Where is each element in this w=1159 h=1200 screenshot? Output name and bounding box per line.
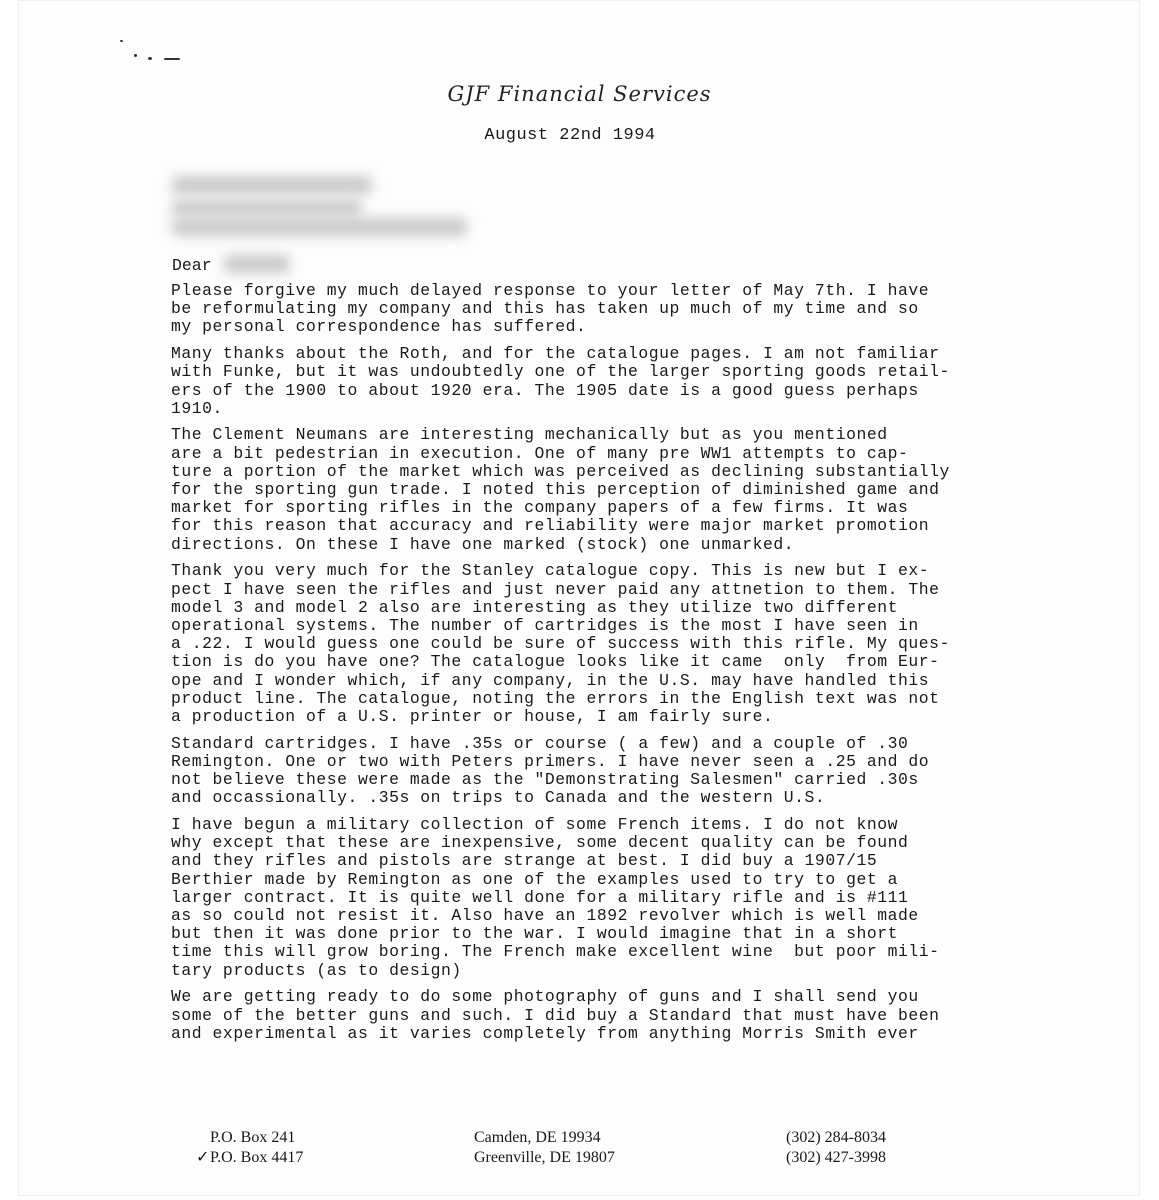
greeting [172,256,212,275]
paragraph [171,735,1011,808]
redacted-address-line-3 [172,218,467,236]
paragraph [171,816,1011,980]
text-line: some of the better guns and such. I did buy a Standard that must have been [171,1005,940,1025]
text-line: Remington. One or two with Peters primers. I have never seen a .25 and do [171,751,930,771]
text-line: operational systems. The number of cartridges is the most I have seen in [171,615,919,635]
text-line: Standard cartridges. I have .35s or course ( a few) and a couple of .30 [171,733,909,753]
letterhead-signature-logo [0,82,1159,106]
text-line: 1910. [171,398,223,418]
footer-phones [786,1128,886,1168]
text-line: ope and I wonder which, if any company, in the U.S. may have handled this [171,670,930,690]
text-line: model 3 and model 2 also are interesting as they utilize two different [171,597,899,617]
text-line: are a bit pedestrian in execution. One of many pre WW1 attempts to cap- [171,443,909,463]
text-line: but then it was done prior to the war. I would imagine that in a short [171,924,899,944]
text-line: Please forgive my much delayed response to your letter of May 7th. I have [171,281,930,300]
text-line: be reformulating my company and this has taken up much of my time and so [171,299,919,319]
text-line: and experimental as it varies completely from anything Morris Smith ever [171,1023,919,1043]
text-line: larger contract. It is quite well done for a military rifle and is #111 [171,887,909,907]
redacted-address-line-2 [172,200,362,216]
text-line: directions. On these I have one marked (stock) one unmarked. [171,534,795,554]
paragraph [171,345,1011,418]
redacted-recipient-name [224,255,290,273]
text-line: for the sporting gun trade. I noted this perception of diminished game and [171,480,940,500]
footer-city: Camden, DE 19934 [474,1129,601,1146]
text-line: market for sporting rifles in the company papers of a few firms. It was [171,498,909,518]
footer-po-box: P.O. Box 241 [210,1129,296,1146]
redacted-address-line-1 [172,176,372,194]
text-line: time this will grow boring. The French make excellent wine but poor mili- [171,942,940,962]
paragraph [171,282,1011,337]
text-line: and occassionally. .35s on trips to Canada and the western U.S. [171,788,826,808]
footer-city: Greenville, DE 19807 [474,1149,615,1166]
letterhead-name: GJF Financial Services [447,82,712,106]
handwritten-check-mark: ✓ [196,1149,210,1166]
paragraph [171,562,1011,726]
text-line: product line. The catalogue, noting the errors in the English text was not [171,688,940,708]
text-line: for this reason that accuracy and reliability were major market promotion [171,516,930,536]
text-line: why except that these are inexpensive, some decent quality can be found [171,833,909,853]
paragraph [171,426,1011,553]
letter-body [171,282,1011,1051]
footer-phone: (302) 284-8034 [786,1129,886,1146]
text-line: a .22. I would guess one could be sure of success with this rifle. My ques- [171,634,950,654]
text-line: ture a portion of the market which was perceived as declining substantially [171,461,950,481]
text-line: I have begun a military collection of some French items. I do not know [171,814,899,834]
text-line: pect I have seen the rifles and just never paid any attnetion to them. The [171,579,940,599]
footer-po-boxes [196,1128,304,1168]
text-line: not believe these were made as the "Demonstrating Salesmen" carried .30s [171,770,919,790]
text-line: tion is do you have one? The catalogue looks like it came only from Eur- [171,652,940,672]
footer-cities [474,1128,615,1168]
text-line: Thank you very much for the Stanley catalogue copy. This is new but I ex- [171,561,930,581]
text-line: a production of a U.S. printer or house, I am fairly sure. [171,706,774,726]
footer-po-box: P.O. Box 4417 [210,1149,304,1166]
letter-date: August 22nd 1994 [484,126,656,145]
text-line: with Funke, but it was undoubtedly one of the larger sporting goods retail- [171,362,950,382]
text-line: Many thanks about the Roth, and for the catalogue pages. I am not familiar [171,344,940,364]
text-line: my personal correspondence has suffered. [171,317,587,337]
paragraph [171,988,1011,1043]
text-line: tary products (as to design) [171,960,462,980]
footer-phone: (302) 427-3998 [786,1149,886,1166]
greeting-text: Dear [172,256,212,275]
text-line: Berthier made by Remington as one of the examples used to try to get a [171,869,899,889]
text-line: The Clement Neumans are interesting mechanically but as you mentioned [171,425,888,445]
text-line: We are getting ready to do some photography of guns and I shall send you [171,987,919,1007]
text-line: ers of the 1900 to about 1920 era. The 1905 date is a good guess perhaps [171,380,919,400]
text-line: and they rifles and pistols are strange at best. I did buy a 1907/15 [171,851,878,871]
text-line: as so could not resist it. Also have an 1892 revolver which is well made [171,906,919,925]
